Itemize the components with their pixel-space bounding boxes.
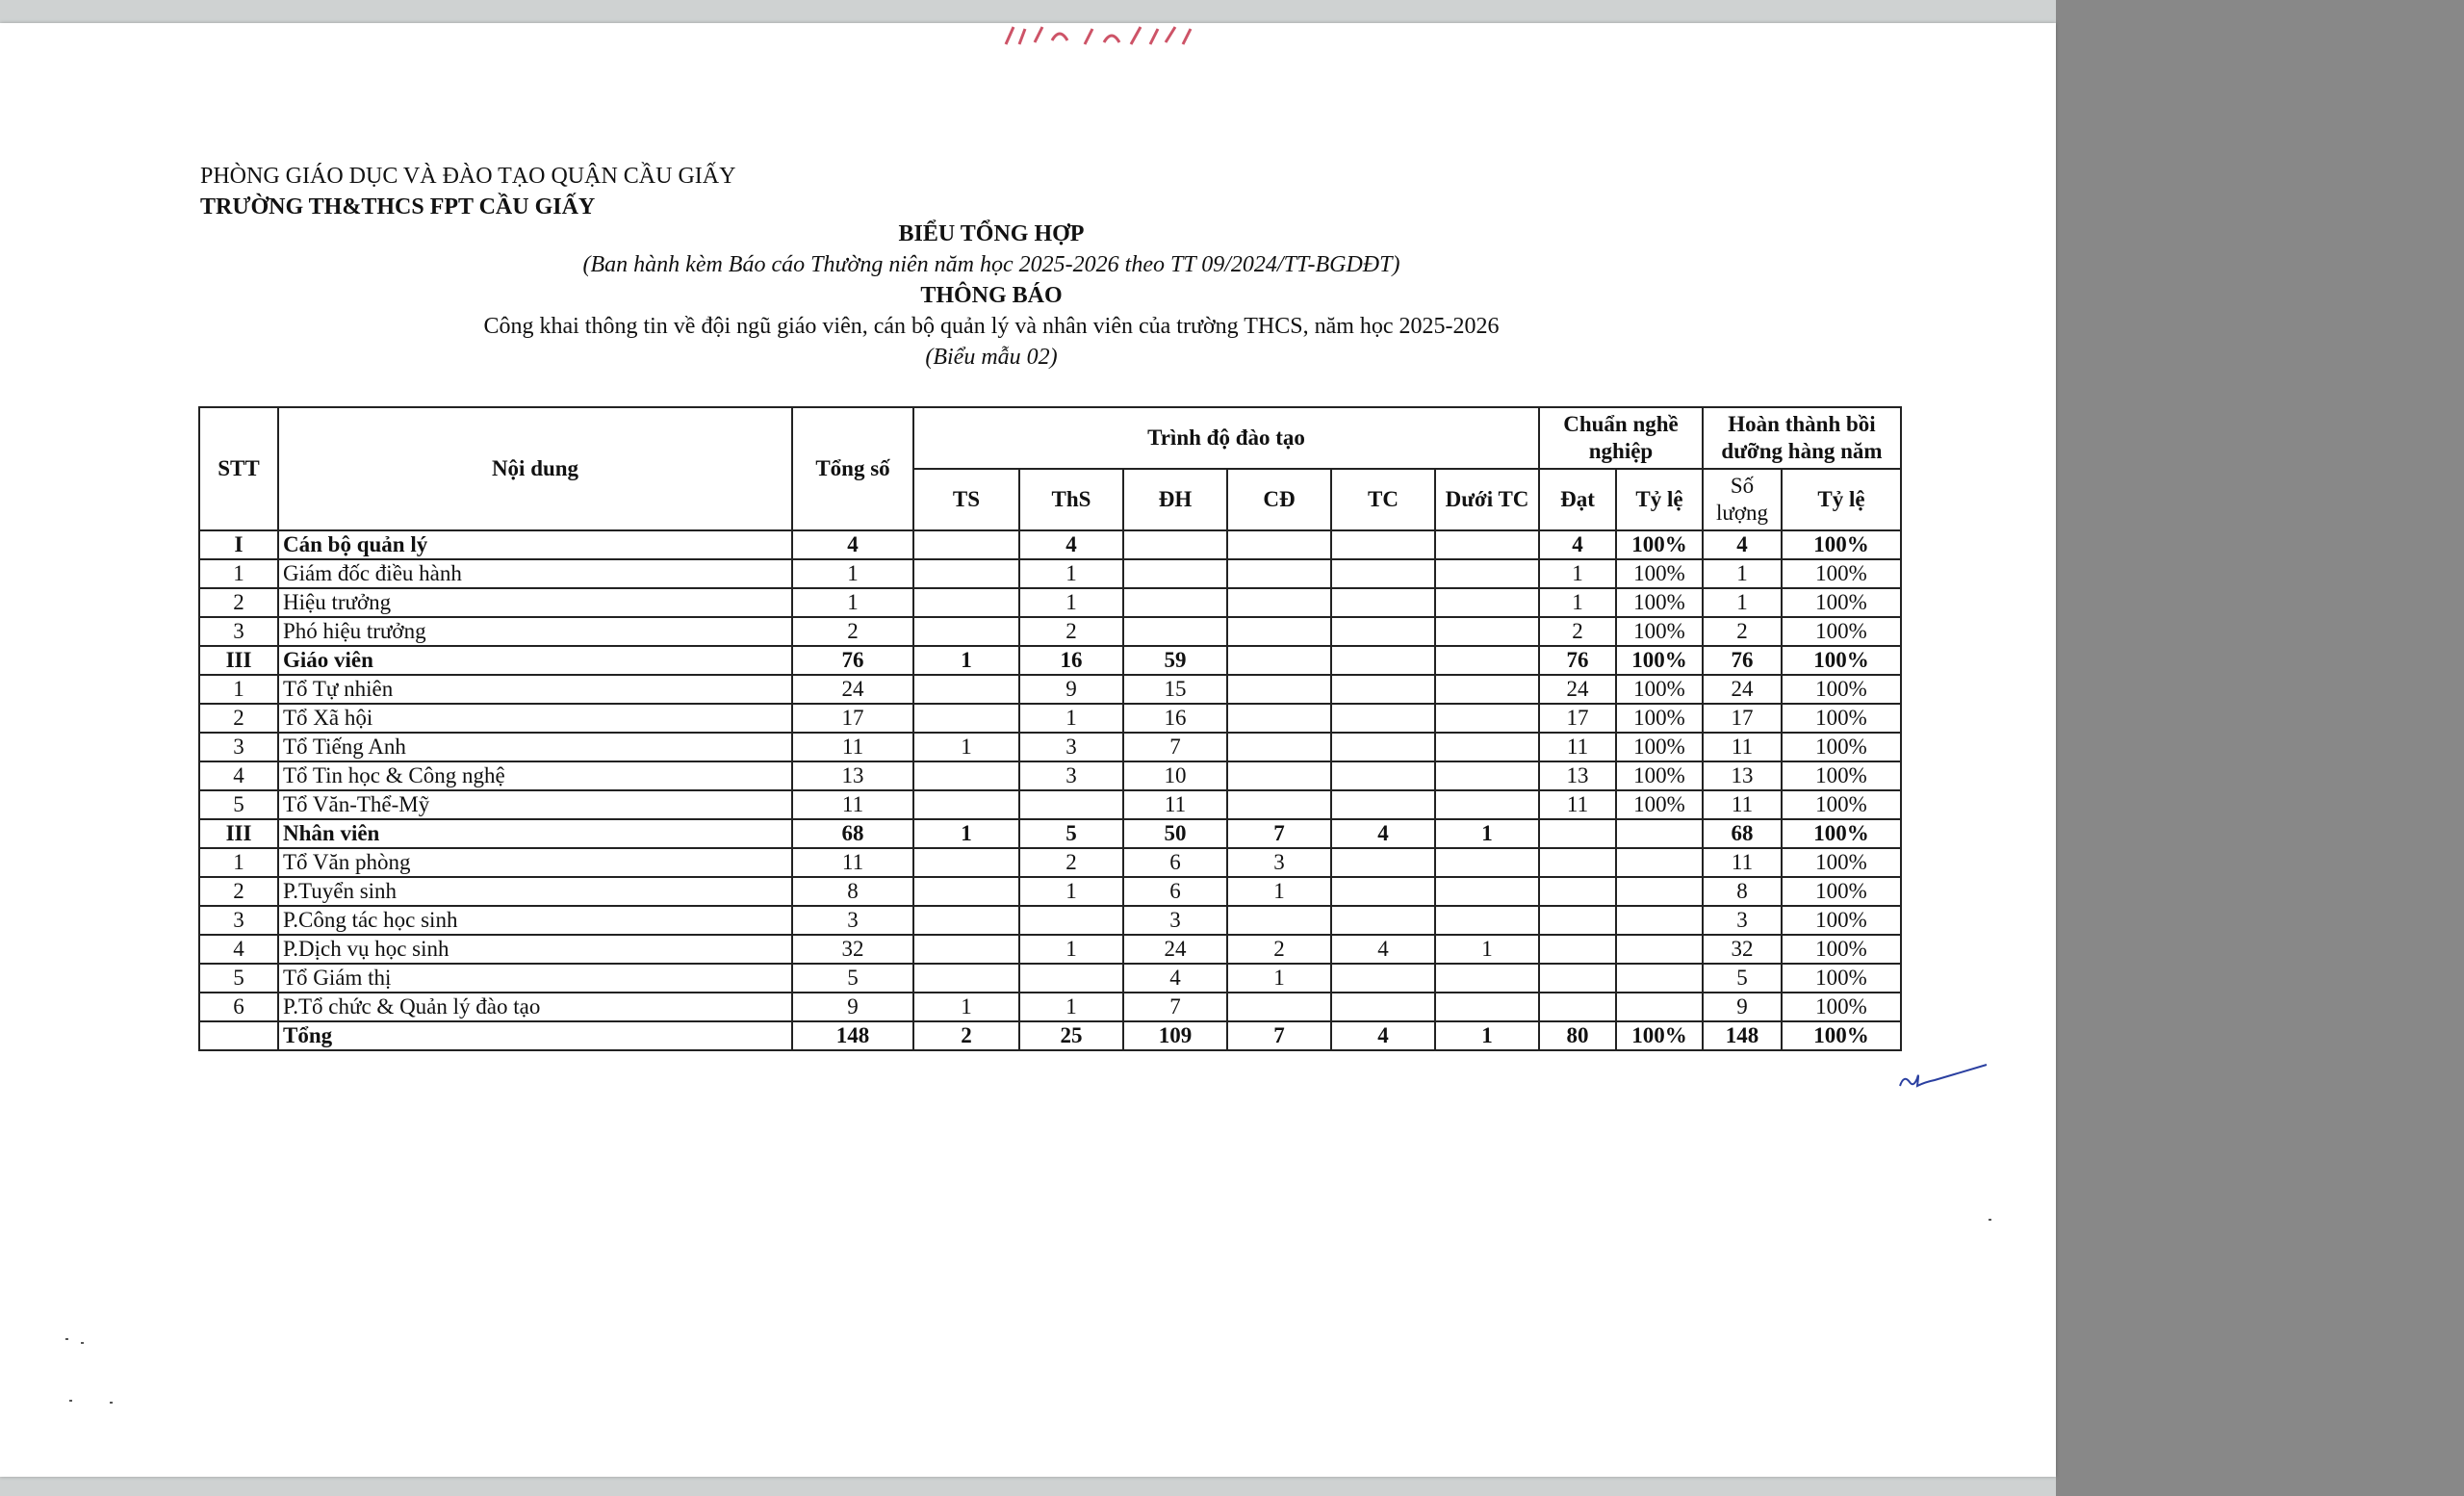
cell-ts: [913, 675, 1019, 704]
cell-rate2: 100%: [1782, 761, 1901, 790]
cell-total: 13: [792, 761, 913, 790]
cell-stt: 3: [199, 617, 278, 646]
cell-tc: [1331, 617, 1435, 646]
cell-below: [1435, 848, 1539, 877]
cell-ts: 1: [913, 733, 1019, 761]
cell-rate1: [1616, 906, 1703, 935]
cell-cd: [1227, 906, 1331, 935]
cell-cd: [1227, 761, 1331, 790]
cell-dh: 7: [1123, 733, 1227, 761]
cell-ths: [1019, 906, 1123, 935]
cell-cd: [1227, 530, 1331, 559]
cell-tc: [1331, 675, 1435, 704]
cell-qty: 32: [1703, 935, 1782, 964]
form-number: (Biểu mẫu 02): [925, 345, 1058, 370]
header-content: Nội dung: [278, 407, 792, 530]
cell-ths: 16: [1019, 646, 1123, 675]
cell-cd: [1227, 617, 1331, 646]
cell-cd: 2: [1227, 935, 1331, 964]
cell-stt: 3: [199, 906, 278, 935]
table-row: [199, 761, 1901, 790]
cell-tc: [1331, 848, 1435, 877]
cell-rate1: [1616, 819, 1703, 848]
table-row: [199, 646, 1901, 675]
cell-cd: 1: [1227, 877, 1331, 906]
scan-speck: [81, 1342, 84, 1344]
cell-rate1: [1616, 964, 1703, 993]
cell-dh: [1123, 559, 1227, 588]
cell-name: P.Tuyển sinh: [278, 877, 792, 906]
cell-stt: 6: [199, 993, 278, 1021]
cell-rate1: [1616, 935, 1703, 964]
cell-rate1: 100%: [1616, 761, 1703, 790]
header-below-tc: Dưới TC: [1435, 469, 1539, 530]
cell-rate2: 100%: [1782, 559, 1901, 588]
cell-rate1: 100%: [1616, 733, 1703, 761]
cell-rate2: 100%: [1782, 588, 1901, 617]
cell-tc: [1331, 790, 1435, 819]
cell-below: [1435, 761, 1539, 790]
cell-ts: [913, 906, 1019, 935]
cell-rate2: 100%: [1782, 704, 1901, 733]
cell-tc: [1331, 993, 1435, 1021]
cell-dat: 1: [1539, 588, 1616, 617]
cell-below: [1435, 733, 1539, 761]
table-row: [199, 848, 1901, 877]
cell-qty: 3: [1703, 906, 1782, 935]
cell-qty: 1: [1703, 559, 1782, 588]
cell-name: Tổ Văn-Thể-Mỹ: [278, 790, 792, 819]
cell-total: 4: [792, 530, 913, 559]
cell-rate2: 100%: [1782, 993, 1901, 1021]
cell-cd: [1227, 733, 1331, 761]
table-row: [199, 964, 1901, 993]
cell-name: Phó hiệu trưởng: [278, 617, 792, 646]
header-ts: TS: [913, 469, 1019, 530]
cell-stt: 1: [199, 848, 278, 877]
cell-rate2: 100%: [1782, 530, 1901, 559]
cell-cd: 3: [1227, 848, 1331, 877]
cell-dh: [1123, 617, 1227, 646]
cell-total: 5: [792, 964, 913, 993]
cell-ths: 1: [1019, 588, 1123, 617]
cell-total: 11: [792, 790, 913, 819]
cell-stt: 5: [199, 790, 278, 819]
cell-dh: 50: [1123, 819, 1227, 848]
cell-below: 1: [1435, 819, 1539, 848]
cell-qty: 5: [1703, 964, 1782, 993]
cell-dat: [1539, 993, 1616, 1021]
cell-dh: 10: [1123, 761, 1227, 790]
cell-ts: 1: [913, 646, 1019, 675]
header-rate-1: Tỷ lệ: [1616, 469, 1703, 530]
cell-ts: [913, 877, 1019, 906]
cell-tc: [1331, 530, 1435, 559]
cell-dat: [1539, 819, 1616, 848]
cell-cd: 1: [1227, 964, 1331, 993]
cell-ths: 25: [1019, 1021, 1123, 1050]
cell-name: Tổ Văn phòng: [278, 848, 792, 877]
cell-rate2: 100%: [1782, 675, 1901, 704]
cell-rate2: 100%: [1782, 964, 1901, 993]
cell-ths: 2: [1019, 617, 1123, 646]
cell-stt: [199, 1021, 278, 1050]
cell-below: [1435, 906, 1539, 935]
header-training-level: Trình độ đào tạo: [913, 407, 1539, 469]
cell-ts: [913, 761, 1019, 790]
cell-tc: [1331, 964, 1435, 993]
table-row: [199, 617, 1901, 646]
cell-dat: 13: [1539, 761, 1616, 790]
department-name: PHÒNG GIÁO DỤC VÀ ĐÀO TẠO QUẬN CẦU GIẤY: [200, 164, 736, 189]
table-row: [199, 993, 1901, 1021]
cell-ts: [913, 588, 1019, 617]
cell-qty: 4: [1703, 530, 1782, 559]
table-row: [199, 530, 1901, 559]
cell-ths: 9: [1019, 675, 1123, 704]
cell-name: Tổ Tự nhiên: [278, 675, 792, 704]
cell-name: Giáo viên: [278, 646, 792, 675]
cell-total: 2: [792, 617, 913, 646]
header-cd: CĐ: [1227, 469, 1331, 530]
cell-dat: 11: [1539, 790, 1616, 819]
cell-rate2: 100%: [1782, 1021, 1901, 1050]
viewer-side-panel: [2056, 0, 2464, 1496]
cell-cd: [1227, 790, 1331, 819]
cell-name: Cán bộ quản lý: [278, 530, 792, 559]
cell-name: P.Tổ chức & Quản lý đào tạo: [278, 993, 792, 1021]
cell-cd: 7: [1227, 819, 1331, 848]
cell-ths: [1019, 964, 1123, 993]
cell-tc: [1331, 646, 1435, 675]
cell-cd: [1227, 704, 1331, 733]
cell-dat: 2: [1539, 617, 1616, 646]
cell-rate1: 100%: [1616, 646, 1703, 675]
cell-ths: 5: [1019, 819, 1123, 848]
cell-total: 32: [792, 935, 913, 964]
cell-dh: 7: [1123, 993, 1227, 1021]
cell-rate1: 100%: [1616, 588, 1703, 617]
cell-ths: 3: [1019, 761, 1123, 790]
cell-dat: 11: [1539, 733, 1616, 761]
cell-total: 1: [792, 559, 913, 588]
cell-stt: I: [199, 530, 278, 559]
cell-stt: III: [199, 646, 278, 675]
cell-dat: 17: [1539, 704, 1616, 733]
cell-name: Nhân viên: [278, 819, 792, 848]
cell-cd: [1227, 588, 1331, 617]
cell-stt: 5: [199, 964, 278, 993]
cell-dh: 109: [1123, 1021, 1227, 1050]
cell-tc: [1331, 906, 1435, 935]
cell-stt: 1: [199, 675, 278, 704]
cell-tc: [1331, 704, 1435, 733]
cell-below: [1435, 530, 1539, 559]
school-name: TRƯỜNG TH&THCS FPT CẦU GIẤY: [200, 194, 596, 219]
table-row: [199, 675, 1901, 704]
cell-ts: [913, 848, 1019, 877]
red-stamp-fragment: [996, 23, 1208, 46]
cell-cd: [1227, 559, 1331, 588]
header-dat: Đạt: [1539, 469, 1616, 530]
form-subtitle: (Ban hành kèm Báo cáo Thường niên năm học 2025-2026 theo TT 09/2024/TT-BGDĐT): [582, 252, 1400, 277]
cell-name: P.Dịch vụ học sinh: [278, 935, 792, 964]
cell-stt: 4: [199, 761, 278, 790]
cell-stt: 2: [199, 877, 278, 906]
header-stt: STT: [199, 407, 278, 530]
cell-qty: 17: [1703, 704, 1782, 733]
cell-qty: 8: [1703, 877, 1782, 906]
cell-ts: [913, 935, 1019, 964]
cell-dat: [1539, 935, 1616, 964]
cell-ths: 1: [1019, 704, 1123, 733]
table-row: [199, 935, 1901, 964]
cell-cd: 7: [1227, 1021, 1331, 1050]
cell-dat: [1539, 906, 1616, 935]
cell-cd: [1227, 646, 1331, 675]
cell-total: 24: [792, 675, 913, 704]
cell-qty: 11: [1703, 790, 1782, 819]
stamp-icon: [996, 23, 1208, 46]
cell-name: Tổ Tiếng Anh: [278, 733, 792, 761]
cell-ts: 2: [913, 1021, 1019, 1050]
cell-total: 148: [792, 1021, 913, 1050]
cell-below: 1: [1435, 1021, 1539, 1050]
table-row: [199, 877, 1901, 906]
cell-rate2: 100%: [1782, 877, 1901, 906]
cell-ts: [913, 964, 1019, 993]
cell-name: Tổ Giám thị: [278, 964, 792, 993]
cell-qty: 2: [1703, 617, 1782, 646]
cell-tc: [1331, 733, 1435, 761]
cell-name: Giám đốc điều hành: [278, 559, 792, 588]
cell-dh: [1123, 588, 1227, 617]
cell-qty: 11: [1703, 848, 1782, 877]
notice-title: THÔNG BÁO: [920, 283, 1063, 308]
header-annual-training: Hoàn thành bồi dưỡng hàng năm: [1703, 407, 1901, 469]
scan-speck: [1989, 1219, 1991, 1221]
cell-below: [1435, 704, 1539, 733]
cell-name: Tổ Tin học & Công nghệ: [278, 761, 792, 790]
document-page: [0, 23, 2056, 1477]
cell-dh: 6: [1123, 848, 1227, 877]
cell-name: P.Công tác học sinh: [278, 906, 792, 935]
cell-stt: 3: [199, 733, 278, 761]
cell-rate1: [1616, 848, 1703, 877]
cell-ts: [913, 790, 1019, 819]
cell-qty: 1: [1703, 588, 1782, 617]
cell-below: [1435, 877, 1539, 906]
table-row: [199, 588, 1901, 617]
cell-rate1: 100%: [1616, 675, 1703, 704]
cell-ths: 4: [1019, 530, 1123, 559]
cell-qty: 24: [1703, 675, 1782, 704]
cell-rate2: 100%: [1782, 646, 1901, 675]
cell-below: 1: [1435, 935, 1539, 964]
cell-below: [1435, 646, 1539, 675]
cell-rate2: 100%: [1782, 848, 1901, 877]
cell-dh: 6: [1123, 877, 1227, 906]
staff-summary-table: [198, 406, 1902, 1051]
cell-dat: 76: [1539, 646, 1616, 675]
cell-total: 8: [792, 877, 913, 906]
table-row: [199, 906, 1901, 935]
cell-below: [1435, 675, 1539, 704]
cell-qty: 68: [1703, 819, 1782, 848]
cell-dat: [1539, 964, 1616, 993]
cell-rate2: 100%: [1782, 617, 1901, 646]
cell-stt: 4: [199, 935, 278, 964]
cell-dh: 11: [1123, 790, 1227, 819]
cell-dat: 80: [1539, 1021, 1616, 1050]
table-row: [199, 704, 1901, 733]
cell-tc: 4: [1331, 1021, 1435, 1050]
cell-dat: [1539, 877, 1616, 906]
cell-tc: [1331, 559, 1435, 588]
cell-rate2: 100%: [1782, 790, 1901, 819]
cell-qty: 76: [1703, 646, 1782, 675]
cell-stt: 1: [199, 559, 278, 588]
cell-ths: 1: [1019, 935, 1123, 964]
cell-ts: 1: [913, 993, 1019, 1021]
cell-total: 11: [792, 733, 913, 761]
table-row: [199, 1021, 1901, 1050]
cell-name: Hiệu trưởng: [278, 588, 792, 617]
cell-qty: 11: [1703, 733, 1782, 761]
cell-total: 11: [792, 848, 913, 877]
cell-dat: 1: [1539, 559, 1616, 588]
cell-below: [1435, 588, 1539, 617]
cell-dh: 15: [1123, 675, 1227, 704]
form-title: BIỂU TỔNG HỢP: [898, 221, 1085, 246]
cell-ths: 1: [1019, 877, 1123, 906]
cell-ths: 1: [1019, 559, 1123, 588]
cell-ts: [913, 559, 1019, 588]
cell-rate2: 100%: [1782, 935, 1901, 964]
cell-rate2: 100%: [1782, 733, 1901, 761]
notice-description: Công khai thông tin về đội ngũ giáo viên, cán bộ quản lý và nhân viên của trường THCS, năm học 2025-2026: [483, 314, 1500, 339]
cell-name: Tổng: [278, 1021, 792, 1050]
cell-dh: 16: [1123, 704, 1227, 733]
cell-stt: III: [199, 819, 278, 848]
cell-dat: [1539, 848, 1616, 877]
cell-total: 1: [792, 588, 913, 617]
table-row: [199, 733, 1901, 761]
header-total: Tổng số: [792, 407, 913, 530]
cell-below: [1435, 559, 1539, 588]
cell-ts: 1: [913, 819, 1019, 848]
cell-total: 3: [792, 906, 913, 935]
cell-cd: [1227, 675, 1331, 704]
cell-rate1: 100%: [1616, 704, 1703, 733]
table-row: [199, 790, 1901, 819]
cell-tc: 4: [1331, 935, 1435, 964]
cell-qty: 148: [1703, 1021, 1782, 1050]
cell-below: [1435, 617, 1539, 646]
header-rate-2: Tỷ lệ: [1782, 469, 1901, 530]
cell-dh: 24: [1123, 935, 1227, 964]
cell-name: Tổ Xã hội: [278, 704, 792, 733]
cell-tc: [1331, 588, 1435, 617]
header-quantity: Số lượng: [1703, 469, 1782, 530]
cell-total: 17: [792, 704, 913, 733]
cell-below: [1435, 790, 1539, 819]
cell-ths: [1019, 790, 1123, 819]
cell-total: 76: [792, 646, 913, 675]
header-tc: TC: [1331, 469, 1435, 530]
table-row: [199, 819, 1901, 848]
cell-tc: 4: [1331, 819, 1435, 848]
cell-rate1: 100%: [1616, 790, 1703, 819]
cell-dat: 24: [1539, 675, 1616, 704]
cell-total: 68: [792, 819, 913, 848]
cell-rate1: 100%: [1616, 617, 1703, 646]
header-professional-standard: Chuẩn nghề nghiệp: [1539, 407, 1703, 469]
cell-ths: 1: [1019, 993, 1123, 1021]
cell-dh: 59: [1123, 646, 1227, 675]
cell-rate1: 100%: [1616, 559, 1703, 588]
cell-dh: 4: [1123, 964, 1227, 993]
cell-ths: 3: [1019, 733, 1123, 761]
cell-rate2: 100%: [1782, 906, 1901, 935]
scan-speck: [69, 1400, 72, 1402]
cell-qty: 13: [1703, 761, 1782, 790]
cell-tc: [1331, 761, 1435, 790]
cell-total: 9: [792, 993, 913, 1021]
cell-rate1: [1616, 877, 1703, 906]
cell-dat: 4: [1539, 530, 1616, 559]
cell-rate1: [1616, 993, 1703, 1021]
cell-ths: 2: [1019, 848, 1123, 877]
cell-stt: 2: [199, 704, 278, 733]
cell-rate1: 100%: [1616, 1021, 1703, 1050]
cell-ts: [913, 704, 1019, 733]
table-body: [199, 530, 1901, 1050]
cell-dh: 3: [1123, 906, 1227, 935]
header-ths: ThS: [1019, 469, 1123, 530]
cell-below: [1435, 964, 1539, 993]
header-dh: ĐH: [1123, 469, 1227, 530]
cell-dh: [1123, 530, 1227, 559]
cell-ts: [913, 530, 1019, 559]
cell-ts: [913, 617, 1019, 646]
scan-speck: [65, 1338, 68, 1340]
cell-stt: 2: [199, 588, 278, 617]
signature-icon: [1896, 1057, 1992, 1096]
cell-rate1: 100%: [1616, 530, 1703, 559]
scan-speck: [110, 1402, 113, 1404]
cell-tc: [1331, 877, 1435, 906]
cell-rate2: 100%: [1782, 819, 1901, 848]
cell-cd: [1227, 993, 1331, 1021]
cell-below: [1435, 993, 1539, 1021]
cell-qty: 9: [1703, 993, 1782, 1021]
table-row: [199, 559, 1901, 588]
